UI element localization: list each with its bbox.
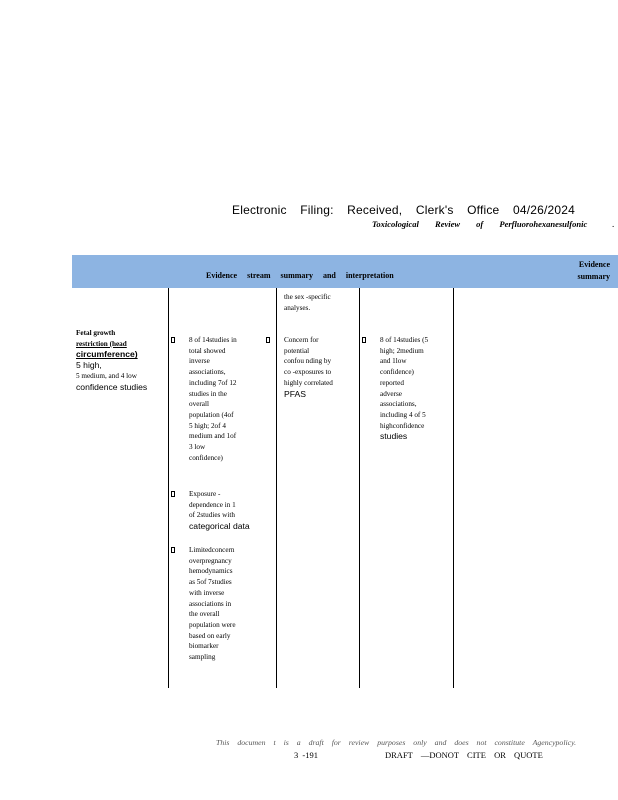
list-item-line: overpregnancy — [189, 556, 232, 565]
list-item-line: studies in the — [189, 389, 227, 398]
col4-item — [380, 335, 452, 442]
list-item-line: confou nding by — [284, 357, 332, 366]
row-label-line5: 5 medium, and 4 low — [76, 371, 137, 380]
list-item-line: studies — [380, 431, 408, 442]
list-item-line: potential — [284, 346, 310, 355]
header-right-line2: summary — [577, 272, 610, 281]
table-header-evidence-summary — [566, 259, 610, 283]
bullet-icon — [171, 547, 175, 553]
document-subtitle: Toxicological Review of Perfluorohexanesulfonic — [372, 219, 588, 229]
subtitle-trail: . — [612, 219, 615, 229]
list-item-line: 5 high; 2of 4 — [189, 421, 226, 430]
list-item-line: categorical data — [189, 521, 250, 532]
list-item-line: population (4of — [189, 410, 234, 419]
list-item-line: 8 of 14studies in — [189, 336, 237, 344]
list-item-line: medium and 1of — [189, 432, 237, 441]
header-right-line1: Evidence — [578, 260, 610, 269]
list-item-line: associations, — [189, 368, 226, 377]
col3-item — [284, 335, 356, 399]
list-item-line: based on early — [189, 631, 231, 640]
list-item-line: biomarker — [189, 642, 219, 651]
list-item-line: 3 low — [189, 443, 206, 452]
row-label-line3: circumference) — [76, 349, 138, 360]
list-item-line: Concern for — [284, 336, 319, 344]
list-item-line: associations, — [380, 400, 417, 409]
row-label-line2: restriction (head — [76, 339, 127, 348]
list-item-line: dependence in 1 — [189, 500, 236, 509]
bullet-icon — [171, 491, 175, 497]
col2-item-1 — [189, 335, 271, 463]
list-item-line: highly correlated — [284, 378, 333, 387]
filing-stamp: Electronic Filing: Received, Clerk's Office 04/26/2024 — [232, 203, 576, 217]
list-item-line: population were — [189, 620, 236, 629]
col2-item-2 — [189, 489, 271, 532]
bullet-icon — [266, 337, 270, 343]
row-label-line4: 5 high, — [76, 360, 102, 371]
row-label-line6: confidence studies — [76, 381, 148, 392]
list-item-line: sampling — [189, 653, 216, 662]
table-header-label: Evidence stream summary and interpretation — [206, 271, 394, 280]
list-item-line: and 1low — [380, 357, 407, 366]
draft-notice: DRAFT —DONOT CITE OR QUOTE — [385, 750, 543, 760]
list-item-line: highconfidence — [380, 421, 425, 430]
list-item-line: including 7of 12 — [189, 378, 237, 387]
list-item-line: confidence) — [189, 453, 223, 462]
column-divider — [276, 288, 277, 688]
list-item-line: the overall — [189, 610, 220, 619]
bullet-icon — [362, 337, 366, 343]
column-divider — [453, 288, 454, 688]
row-label-line1: Fetal growth — [76, 329, 116, 337]
list-item-line: as 5of 7studies — [189, 578, 232, 587]
list-item-line: hemodynamics — [189, 567, 233, 576]
col2-item-3 — [189, 545, 271, 663]
list-item-line: confidence) — [380, 368, 414, 377]
footer-disclaimer: This documen t is a draft for review purposes only and does not constitute Agencypolicy. — [216, 738, 577, 747]
row-label — [76, 328, 166, 392]
list-item-line: including 4 of 5 — [380, 410, 426, 419]
page-number: 3 -191 — [294, 750, 318, 760]
list-item-line: Limitedconcern — [189, 546, 235, 554]
list-item-line: inverse — [189, 357, 210, 366]
list-item-line: associations in — [189, 599, 232, 608]
list-item-line: total showed — [189, 346, 226, 355]
list-item-line: reported — [380, 378, 404, 387]
bullet-icon — [171, 337, 175, 343]
column-divider — [359, 288, 360, 688]
list-item-line: high; 2medium — [380, 346, 424, 355]
list-item-line: overall — [189, 400, 209, 409]
list-item-line: Exposure - — [189, 490, 221, 498]
list-item-line: of 2studies with — [189, 511, 235, 520]
list-item-line: 8 of 14studies (5 — [380, 336, 429, 344]
list-item-line: PFAS — [284, 388, 306, 399]
column-divider — [168, 288, 169, 688]
list-item-line: co -exposures to — [284, 368, 332, 377]
list-item-line: adverse — [380, 389, 402, 398]
col3-carryover-text: the sex -specific analyses. — [284, 293, 331, 312]
list-item-line: with inverse — [189, 588, 225, 597]
